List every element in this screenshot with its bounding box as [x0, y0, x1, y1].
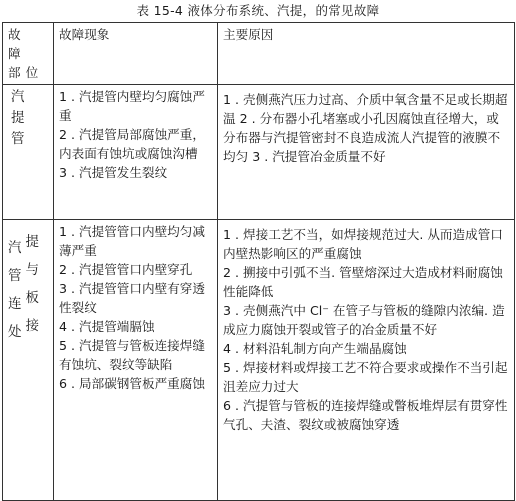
cause-item: 3 . 壳侧燕汽中 Cl⁻ 在管子与管板的缝隙内浓编. 造成应力腐蚀开裂或管子的冶金质量不好	[223, 303, 505, 337]
header-fault-part-line1: 故 障	[8, 27, 26, 61]
phenomenon-item: 4 . 汽提管端膈蚀	[59, 319, 155, 334]
fault-part-char: 接	[25, 318, 39, 334]
cause-item: 1 . 焊接工艺不当，如焊接规范过大. 从而造成管口内壁热影响区的严重腐蚀	[223, 227, 503, 261]
fault-part-char: 连	[8, 296, 22, 312]
phenomenon-item: 3 . 汽提管发生裂纹	[59, 165, 168, 180]
phenomenon-item: 1 . 汽提管内壁均匀腐蚀严重	[59, 89, 205, 123]
phenomenon-item: 2 . 汽提管管口内壁穿孔	[59, 262, 193, 277]
cause-item: 5 . 焊接材料或焊接工艺不符合要求或操作不当引起沮差应力过大	[223, 360, 508, 394]
header-phenomenon: 故障现象	[54, 23, 218, 85]
table-caption: 表 15-4 液体分布系统、汽提，的常见故障	[136, 3, 380, 18]
causes-cell	[218, 220, 515, 501]
cause-item: 6 . 汽提管与管板的连接焊缝或瞥板堆焊层有贯穿性气孔、夫渣、裂纹或被腐蚀穿透	[223, 398, 508, 432]
fault-part-col1	[8, 234, 22, 346]
cause-cell	[218, 85, 515, 220]
fault-part-char: 汽	[8, 240, 22, 256]
phenomena-cell	[54, 85, 218, 220]
fault-part-char: 板	[25, 290, 39, 306]
fault-table	[2, 22, 515, 501]
phenomenon-item: 3 . 汽提管管口内壁有穿透性裂纹	[59, 281, 205, 315]
fault-part-tube-plate-joint	[3, 220, 54, 501]
fault-part-col2	[26, 228, 40, 340]
phenomenon-item: 5 . 汽提管与管板连接焊缝有蚀坑、裂纹等缺陷	[59, 338, 205, 372]
header-fault-part	[3, 23, 54, 85]
fault-part-stripping-tube: 汽 提 管	[3, 85, 54, 220]
table-row	[3, 220, 515, 501]
fault-part-char: 与	[25, 262, 39, 278]
cause-item: 2 . 搠接中引弧不当. 管壁熔深过大造成材料耐腐蚀性能降低	[223, 265, 503, 299]
table-row	[3, 85, 515, 220]
fault-part-char: 处	[8, 324, 22, 340]
header-cause: 主要原因	[218, 23, 515, 85]
phenomenon-item: 2 . 汽提管局部腐蚀严重，内表面有蚀坑或腐蚀沟槽	[59, 127, 205, 161]
header-row	[3, 23, 515, 85]
phenomenon-item: 1 . 汽提管管口内壁均匀减薄严重	[59, 224, 205, 258]
phenomena-cell	[54, 220, 218, 501]
fault-part-char: 提	[25, 234, 39, 250]
cause-text: 1 . 壳侧燕汽压力过高、介质中氧含量不足或长期超温 2 . 分布器小孔堵塞或小孔因腐蚀直径增大，或分布器与汽提管密封不良造成流人汽提管的液膜不均匀 3 . 汽提管冶金质量不好	[223, 92, 508, 164]
cause-item: 4 . 材料沿轧制方向产生端晶腐蚀	[223, 341, 407, 356]
header-fault-part-line2: 部位	[8, 65, 44, 80]
phenomenon-item: 6 . 局部碳钢管板严重腐蚀	[59, 376, 205, 391]
fault-part-char: 管	[8, 268, 22, 284]
